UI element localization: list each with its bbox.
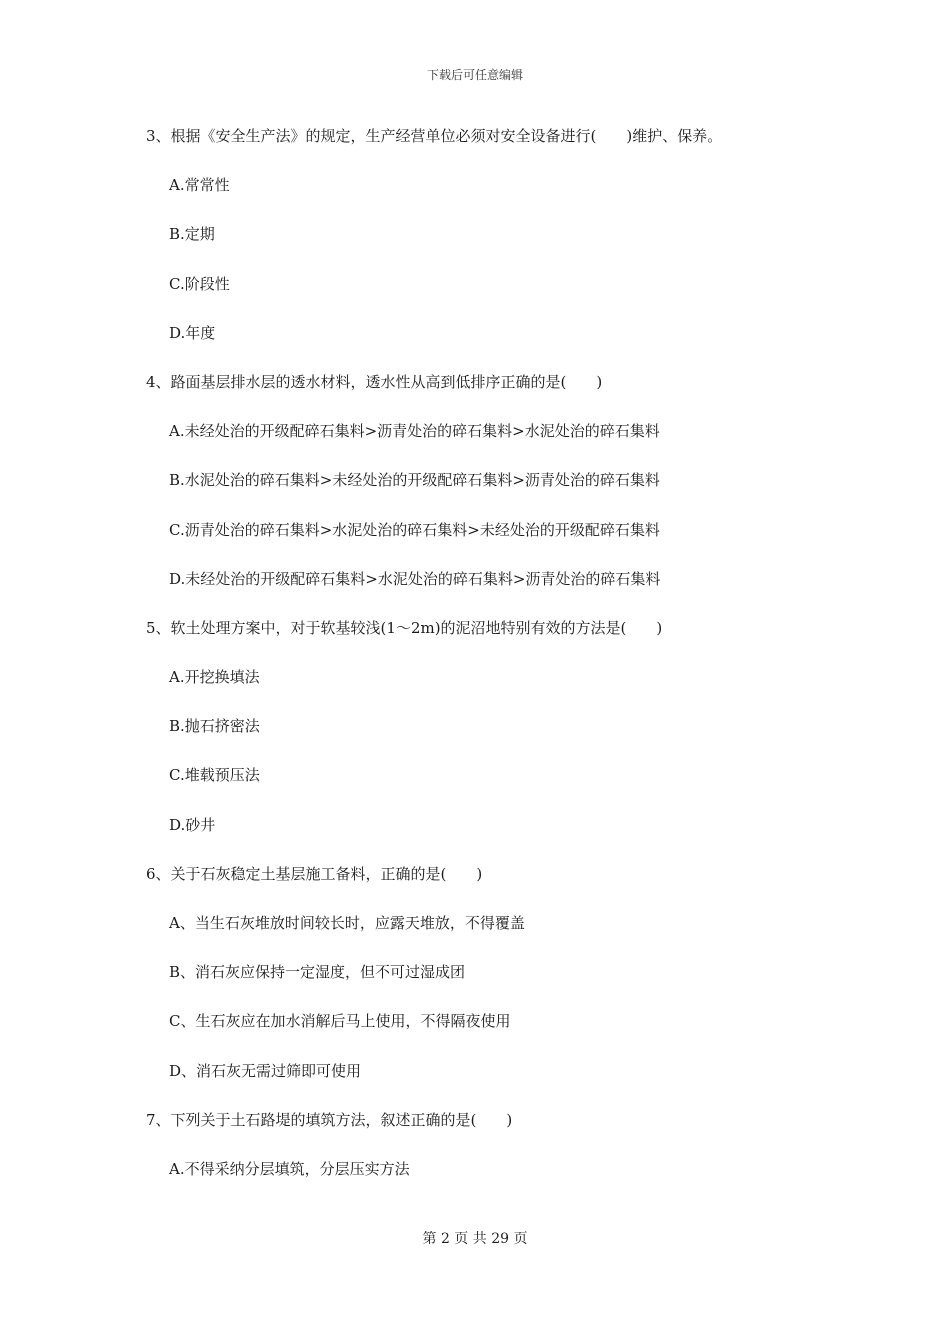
question-6-stem: 6、关于石灰稳定土基层施工备料，正确的是( ) xyxy=(146,864,483,883)
question-4-option-b: B.水泥处治的碎石集料>未经处治的开级配碎石集料>沥青处治的碎石集料 xyxy=(169,471,660,490)
question-3-option-c: C.阶段性 xyxy=(169,274,230,293)
question-6-option-b: B、消石灰应保持一定湿度，但不可过湿成团 xyxy=(169,963,466,982)
question-5-option-a: A.开挖换填法 xyxy=(169,668,260,687)
question-6-option-d: D、消石灰无需过筛即可使用 xyxy=(169,1061,362,1080)
question-3-stem: 3、根据《安全生产法》的规定，生产经营单位必须对安全设备进行( )维护、保养。 xyxy=(146,127,723,145)
question-list xyxy=(146,124,826,1206)
question-6-option-c: C、生石灰应在加水消解后马上使用，不得隔夜使用 xyxy=(169,1012,511,1031)
question-4-stem: 4、路面基层排水层的透水材料，透水性从高到低排序正确的是( ) xyxy=(146,372,603,391)
question-4-option-a: A.未经处治的开级配碎石集料>沥青处治的碎石集料>水泥处治的碎石集料 xyxy=(169,422,660,441)
question-5-option-c: C.堆载预压法 xyxy=(169,766,260,785)
question-7-option-a: A.不得采纳分层填筑，分层压实方法 xyxy=(169,1159,410,1178)
question-7-stem: 7、下列关于土石路堤的填筑方法，叙述正确的是( ) xyxy=(146,1110,513,1129)
question-5-option-b: B.抛石挤密法 xyxy=(169,717,260,736)
question-5-option-d: D.砂井 xyxy=(169,815,216,834)
question-3-option-d: D.年度 xyxy=(169,323,216,342)
question-3-option-a: A.常常性 xyxy=(169,176,230,195)
page-footer: 第 2 页 共 29 页 xyxy=(422,1231,528,1247)
page-header: 下载后可任意编辑 xyxy=(426,68,523,82)
question-3-option-b: B.定期 xyxy=(169,225,215,244)
question-5-stem: 5、软土处理方案中，对于软基较浅(1～2m)的泥沼地特别有效的方法是( ) xyxy=(146,618,663,637)
question-6-option-a: A、当生石灰堆放时间较长时，应露天堆放，不得覆盖 xyxy=(169,914,525,932)
question-4-option-c: C.沥青处治的碎石集料>水泥处治的碎石集料>未经处治的开级配碎石集料 xyxy=(169,520,660,539)
question-4-option-d: D.未经处治的开级配碎石集料>水泥处治的碎石集料>沥青处治的碎石集料 xyxy=(169,569,661,588)
